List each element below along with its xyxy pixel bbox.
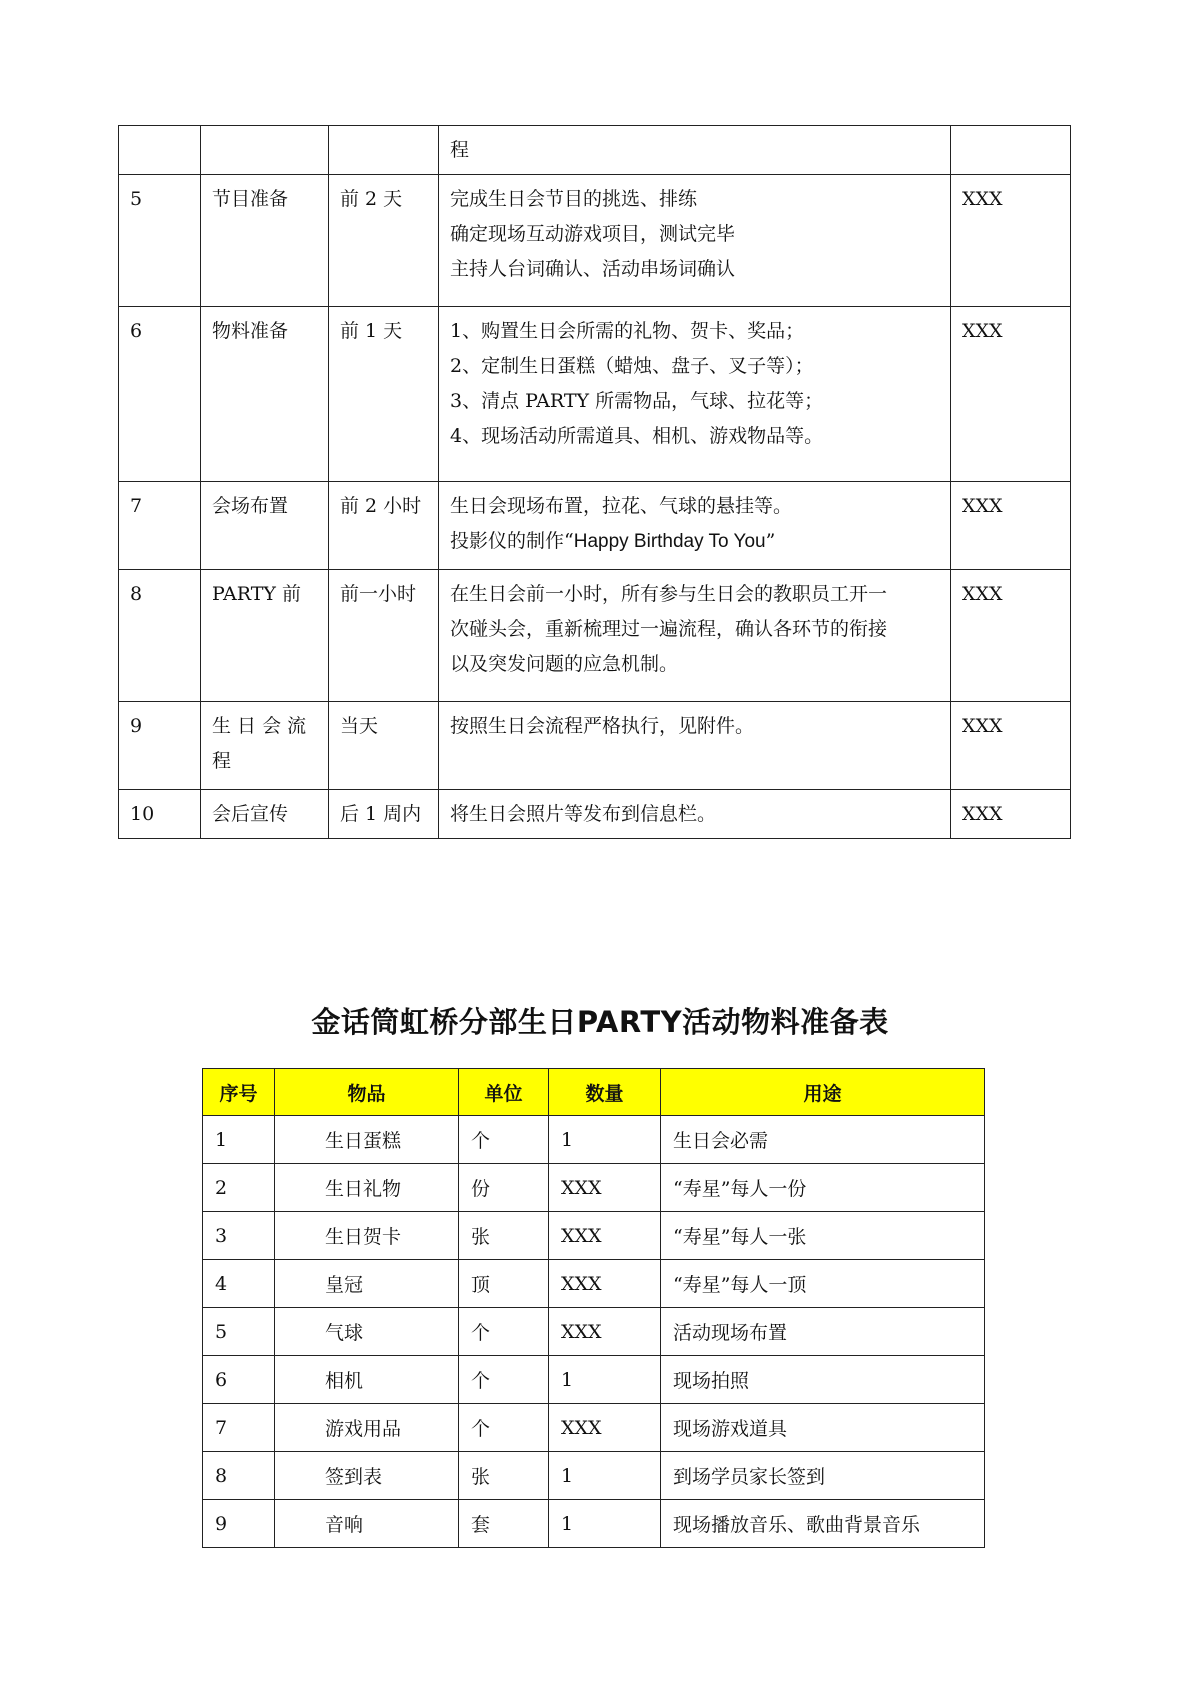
material-unit-cell: 个 xyxy=(459,1404,549,1452)
material-row xyxy=(203,1500,985,1548)
schedule-owner-cell xyxy=(951,790,1071,839)
cell-line: 生日会现场布置，拉花、气球的悬挂等。 xyxy=(450,495,793,517)
schedule-task-cell xyxy=(201,790,329,839)
cell-line: 3、清点 PARTY 所需物品，气球、拉花等； xyxy=(450,390,824,412)
cell-line: 确定现场互动游戏项目，测试完毕 xyxy=(450,223,736,245)
material-unit-cell: 张 xyxy=(459,1452,549,1500)
schedule-content-cell xyxy=(439,307,951,482)
material-purpose-cell: 现场播放音乐、歌曲背景音乐 xyxy=(661,1500,985,1548)
material-index-cell: 6 xyxy=(203,1356,275,1404)
cell-line: 2、定制生日蛋糕（蜡烛、盘子、叉子等）； xyxy=(450,355,814,377)
cell-line: 4、现场活动所需道具、相机、游戏物品等。 xyxy=(450,425,824,447)
cell-line: 节目准备 xyxy=(212,188,289,210)
schedule-index-cell xyxy=(119,702,201,790)
schedule-row xyxy=(119,175,1071,307)
material-row xyxy=(203,1308,985,1356)
material-row xyxy=(203,1116,985,1164)
material-quantity-cell: XXX xyxy=(549,1260,661,1308)
schedule-task-cell xyxy=(201,307,329,482)
cell-line: 1、购置生日会所需的礼物、贺卡、奖品； xyxy=(450,320,805,342)
material-quantity-cell: XXX xyxy=(549,1164,661,1212)
material-index-cell: 2 xyxy=(203,1164,275,1212)
schedule-owner-cell xyxy=(951,570,1071,702)
schedule-index-cell xyxy=(119,175,201,307)
cell-line: 前 1 天 xyxy=(340,320,403,342)
cell-line: XXX xyxy=(962,320,1003,342)
schedule-row xyxy=(119,482,1071,570)
material-item-cell: 签到表 xyxy=(275,1452,459,1500)
material-quantity-cell: XXX xyxy=(549,1308,661,1356)
cell-line: 生 日 会 流 xyxy=(212,715,307,737)
cell-line: 后 1 周内 xyxy=(340,803,422,825)
schedule-content-cell xyxy=(439,126,951,175)
material-quantity-cell: XXX xyxy=(549,1404,661,1452)
header-quantity: 数量 xyxy=(549,1069,661,1116)
cell-line: 会场布置 xyxy=(212,495,289,517)
cell-line: XXX xyxy=(962,495,1003,517)
header-purpose: 用途 xyxy=(661,1069,985,1116)
material-row xyxy=(203,1212,985,1260)
materials-table xyxy=(202,1068,985,1548)
material-quantity-cell: 1 xyxy=(549,1452,661,1500)
cell-line: XXX xyxy=(962,583,1003,605)
material-index-cell: 9 xyxy=(203,1500,275,1548)
material-quantity-cell: XXX xyxy=(549,1212,661,1260)
material-item-cell: 皇冠 xyxy=(275,1260,459,1308)
material-item-cell: 游戏用品 xyxy=(275,1404,459,1452)
material-purpose-cell: 到场学员家长签到 xyxy=(661,1452,985,1500)
material-row xyxy=(203,1164,985,1212)
schedule-task-cell xyxy=(201,126,329,175)
schedule-table-body xyxy=(119,126,1071,839)
material-index-cell: 1 xyxy=(203,1116,275,1164)
materials-table-body xyxy=(203,1116,985,1548)
schedule-time-cell xyxy=(329,175,439,307)
cell-line: 在生日会前一小时，所有参与生日会的教职员工开一 xyxy=(450,583,888,605)
schedule-time-cell xyxy=(329,126,439,175)
cell-line: 当天 xyxy=(340,715,379,737)
schedule-time-cell xyxy=(329,702,439,790)
schedule-index-cell xyxy=(119,570,201,702)
schedule-row xyxy=(119,570,1071,702)
schedule-index-cell xyxy=(119,482,201,570)
cell-line: 前 2 天 xyxy=(340,188,403,210)
cell-line: XXX xyxy=(962,803,1003,825)
schedule-row xyxy=(119,790,1071,839)
schedule-content-cell xyxy=(439,702,951,790)
cell-line: 完成生日会节目的挑选、排练 xyxy=(450,188,698,210)
cell-line: 前一小时 xyxy=(340,583,417,605)
cell-line: 物料准备 xyxy=(212,320,289,342)
schedule-index-cell xyxy=(119,307,201,482)
cell-line: 5 xyxy=(130,188,143,210)
material-row xyxy=(203,1260,985,1308)
material-item-cell: 生日礼物 xyxy=(275,1164,459,1212)
cell-line: 10 xyxy=(130,803,155,825)
material-item-cell: 生日蛋糕 xyxy=(275,1116,459,1164)
cell-line: 按照生日会流程严格执行，见附件。 xyxy=(450,715,755,737)
material-purpose-cell: “寿星”每人一份 xyxy=(661,1164,985,1212)
schedule-time-cell xyxy=(329,790,439,839)
material-item-cell: 气球 xyxy=(275,1308,459,1356)
material-quantity-cell: 1 xyxy=(549,1356,661,1404)
schedule-task-cell xyxy=(201,175,329,307)
schedule-time-cell xyxy=(329,307,439,482)
material-row xyxy=(203,1404,985,1452)
schedule-owner-cell xyxy=(951,126,1071,175)
cell-line: 前 2 小时 xyxy=(340,495,422,517)
materials-table-title: 金话筒虹桥分部生日PARTY活动物料准备表 xyxy=(311,1005,889,1039)
material-unit-cell: 份 xyxy=(459,1164,549,1212)
schedule-content-cell xyxy=(439,570,951,702)
material-quantity-cell: 1 xyxy=(549,1500,661,1548)
schedule-table xyxy=(118,125,1071,839)
material-index-cell: 7 xyxy=(203,1404,275,1452)
schedule-content-cell xyxy=(439,482,951,570)
material-row xyxy=(203,1356,985,1404)
schedule-task-cell xyxy=(201,482,329,570)
schedule-row xyxy=(119,126,1071,175)
material-index-cell: 8 xyxy=(203,1452,275,1500)
cell-line: 程 xyxy=(450,139,470,161)
schedule-content-cell xyxy=(439,175,951,307)
material-item-cell: 生日贺卡 xyxy=(275,1212,459,1260)
cell-line: 以及突发问题的应急机制。 xyxy=(450,653,679,675)
material-purpose-cell: “寿星”每人一顶 xyxy=(661,1260,985,1308)
header-unit: 单位 xyxy=(459,1069,549,1116)
schedule-owner-cell xyxy=(951,175,1071,307)
header-item: 物品 xyxy=(275,1069,459,1116)
materials-header-row xyxy=(203,1069,985,1116)
schedule-row xyxy=(119,702,1071,790)
material-index-cell: 4 xyxy=(203,1260,275,1308)
material-unit-cell: 顶 xyxy=(459,1260,549,1308)
schedule-task-cell xyxy=(201,570,329,702)
schedule-time-cell xyxy=(329,482,439,570)
material-purpose-cell: “寿星”每人一张 xyxy=(661,1212,985,1260)
cell-line: 6 xyxy=(130,320,143,342)
material-unit-cell: 张 xyxy=(459,1212,549,1260)
cell-line: XXX xyxy=(962,188,1003,210)
material-unit-cell: 个 xyxy=(459,1116,549,1164)
cell-line: 投影仪的制作“Happy Birthday To You” xyxy=(450,530,776,552)
schedule-index-cell xyxy=(119,126,201,175)
material-unit-cell: 个 xyxy=(459,1356,549,1404)
header-index: 序号 xyxy=(203,1069,275,1116)
material-purpose-cell: 生日会必需 xyxy=(661,1116,985,1164)
material-purpose-cell: 现场游戏道具 xyxy=(661,1404,985,1452)
cell-line: 将生日会照片等发布到信息栏。 xyxy=(450,803,717,825)
material-index-cell: 3 xyxy=(203,1212,275,1260)
cell-line: PARTY 前 xyxy=(212,583,301,605)
cell-line: 次碰头会，重新梳理过一遍流程，确认各环节的衔接 xyxy=(450,618,888,640)
schedule-time-cell xyxy=(329,570,439,702)
schedule-owner-cell xyxy=(951,702,1071,790)
schedule-owner-cell xyxy=(951,307,1071,482)
material-item-cell: 音响 xyxy=(275,1500,459,1548)
schedule-owner-cell xyxy=(951,482,1071,570)
cell-line: 主持人台词确认、活动串场词确认 xyxy=(450,258,736,280)
cell-line: 8 xyxy=(130,583,143,605)
schedule-content-cell xyxy=(439,790,951,839)
schedule-row xyxy=(119,307,1071,482)
material-purpose-cell: 现场拍照 xyxy=(661,1356,985,1404)
material-unit-cell: 个 xyxy=(459,1308,549,1356)
cell-line: 9 xyxy=(130,715,143,737)
schedule-task-cell xyxy=(201,702,329,790)
material-index-cell: 5 xyxy=(203,1308,275,1356)
cell-line: 会后宣传 xyxy=(212,803,289,825)
schedule-index-cell xyxy=(119,790,201,839)
cell-line: 程 xyxy=(212,750,232,772)
cell-line: 7 xyxy=(130,495,143,517)
material-purpose-cell: 活动现场布置 xyxy=(661,1308,985,1356)
material-row xyxy=(203,1452,985,1500)
material-unit-cell: 套 xyxy=(459,1500,549,1548)
material-quantity-cell: 1 xyxy=(549,1116,661,1164)
material-item-cell: 相机 xyxy=(275,1356,459,1404)
cell-line: XXX xyxy=(962,715,1003,737)
